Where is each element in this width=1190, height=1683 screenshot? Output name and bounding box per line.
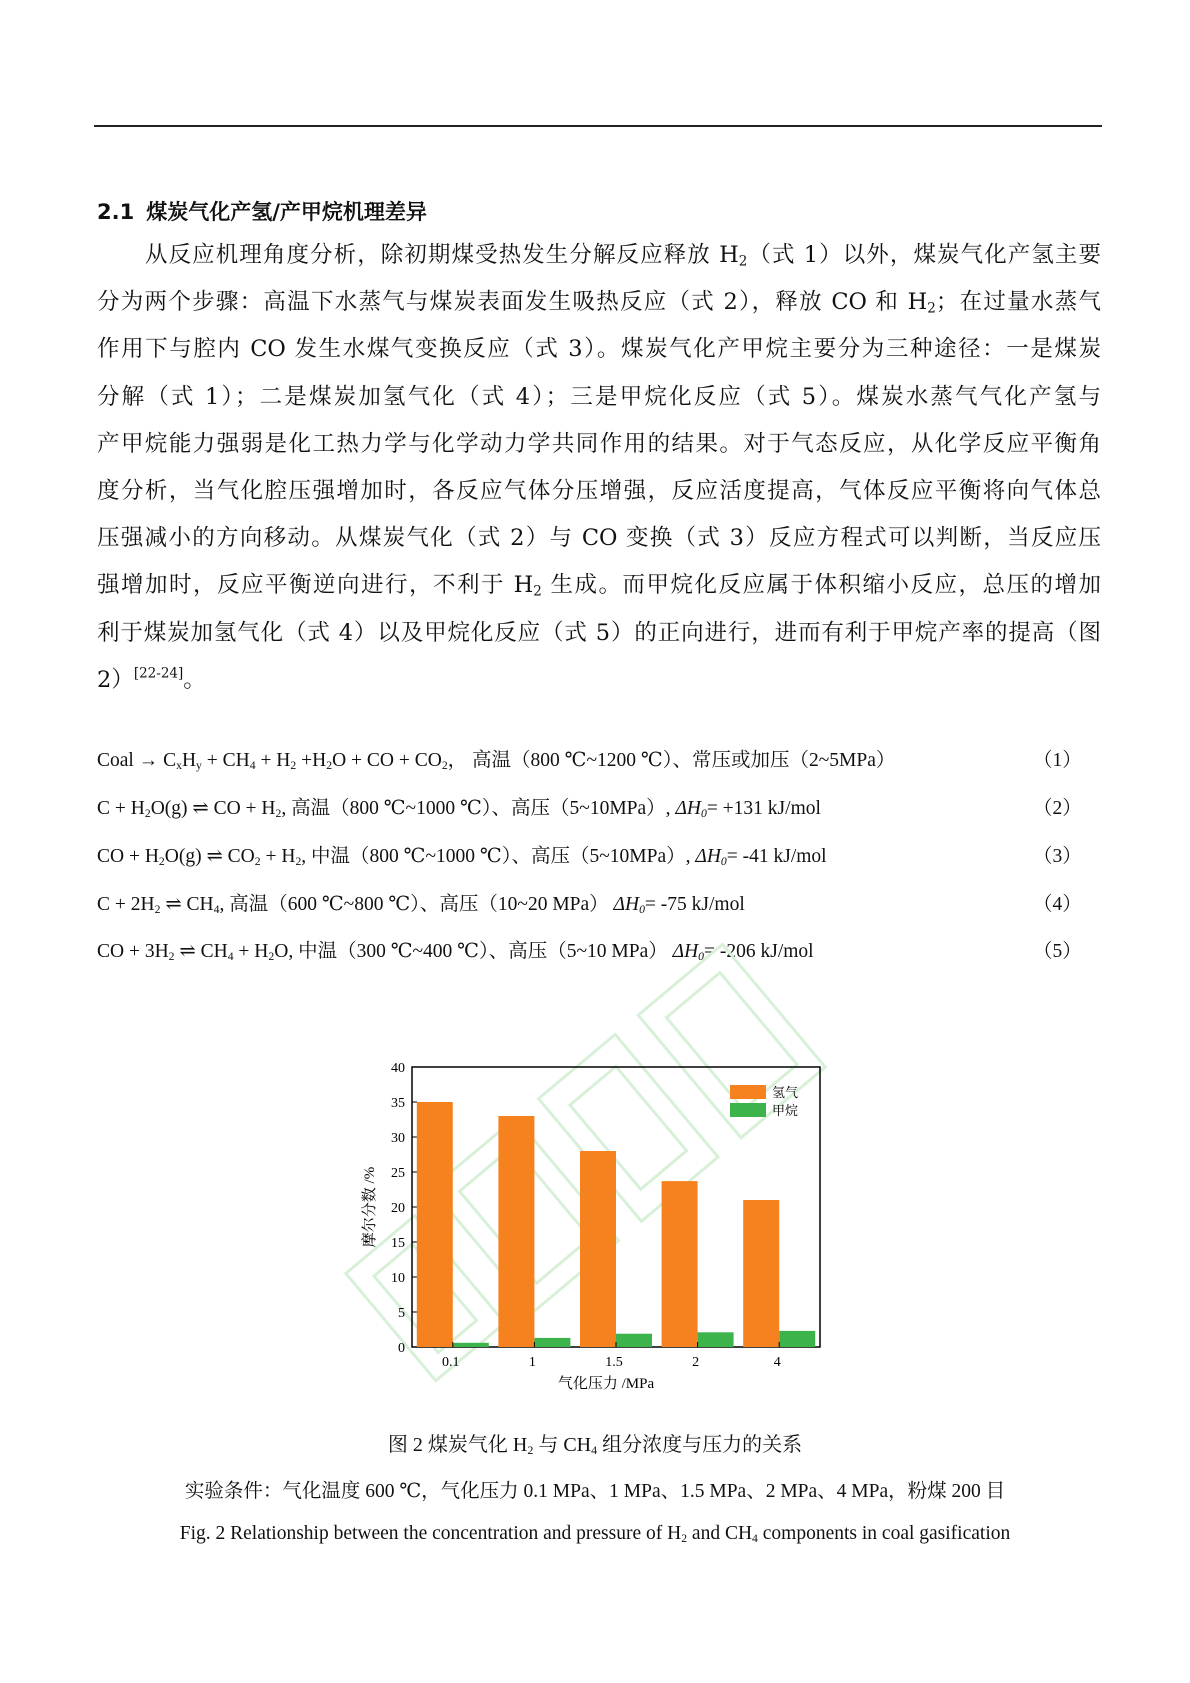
y-tick-label: 15 — [391, 1236, 405, 1251]
hydrogen-bar — [417, 1102, 453, 1347]
equation-3: CO + $H_2O(g)$ ⇌ $CO_2 + H_2$, 中温（800 ℃~1000 ℃）、高压（5~10MPa）, $\Delta H_0= -41$ kJ/mol — [97, 846, 827, 868]
section-number: 2.1 — [97, 200, 135, 224]
y-tick-label: 25 — [391, 1166, 405, 1181]
x-axis-label: 气化压力 /MPa — [557, 1376, 655, 1392]
paragraph-line: 分解（式 1）；二是煤炭加氢气化（式 4）；三是甲烷化反应（式 5）。煤炭水蒸气气化产氢与 — [97, 383, 1101, 410]
y-tick-label: 20 — [391, 1201, 405, 1216]
legend-label: 甲烷 — [772, 1103, 799, 1118]
x-tick-label: 4 — [773, 1355, 781, 1370]
hydrogen-bar — [580, 1151, 616, 1347]
y-tick-label: 10 — [391, 1271, 405, 1286]
paragraph-line: 压强减小的方向移动。从煤炭气化（式 2）与 CO 变换（式 3）反应方程式可以判断，当反应压 — [97, 525, 1101, 552]
y-tick-label: 35 — [391, 1096, 405, 1111]
hydrogen-bar — [662, 1181, 698, 1347]
paragraph-line: 产甲烷能力强弱是化工热力学与化学动力学共同作用的结果。对于气态反应，从化学反应平衡角 — [97, 430, 1101, 457]
methane-bar — [698, 1332, 734, 1347]
paragraph-line: 分为两个步骤：高温下水蒸气与煤炭表面发生吸热反应（式 2），释放 CO 和 $H_2$；在过量水蒸气 — [97, 289, 1101, 317]
methane-bar — [453, 1343, 489, 1347]
equation-number: （3） — [1033, 846, 1082, 867]
y-tick-label: 5 — [398, 1306, 405, 1321]
y-tick-label: 0 — [398, 1341, 405, 1356]
legend-swatch — [730, 1085, 766, 1099]
header-rule — [94, 125, 1102, 127]
x-tick-label: 2 — [692, 1355, 700, 1370]
paragraph-line: 2）[22-24]。 — [97, 665, 206, 693]
y-tick-label: 30 — [391, 1131, 405, 1146]
y-axis-label: 摩尔分数 /% — [362, 1166, 378, 1248]
equation-number: （2） — [1033, 798, 1082, 819]
methane-bar — [616, 1334, 652, 1347]
legend-swatch — [730, 1103, 766, 1117]
equation-4: $C + 2H_2$ ⇌ $CH_4$, 高温（600 ℃~800 ℃）、高压（10~20 MPa） $\Delta H_0= -75$ kJ/mol — [97, 894, 745, 916]
y-tick-label: 40 — [391, 1061, 405, 1076]
figure-caption-en: Fig. 2 Relationship between the concentration and pressure of $H_2$ and $CH_4$ components in coal gasification — [179, 1523, 1011, 1545]
x-tick-label: 1.5 — [605, 1355, 623, 1370]
methane-bar — [534, 1338, 570, 1347]
paragraph-line: 度分析，当气化腔压强增加时，各反应气体分压增强，反应活度提高，气体反应平衡将向气体总 — [97, 478, 1101, 505]
citation[interactable]: [22-24] — [133, 665, 184, 682]
legend-label: 氢气 — [772, 1085, 799, 1100]
equation-2: $C + H_2O(g)$ ⇌ CO + $H_2$, 高温（800 ℃~1000 ℃）、高压（5~10MPa）, $\Delta H_0= +131$ kJ/mol — [97, 798, 821, 820]
paragraph-line: 强增加时，反应平衡逆向进行，不利于 $H_2$ 生成。而甲烷化反应属于体积缩小反应，总压的增加 — [97, 572, 1101, 600]
paragraph-line: 利于煤炭加氢气化（式 4）以及甲烷化反应（式 5）的正向进行，进而有利于甲烷产率的提高（图 — [97, 619, 1101, 646]
equation-number: （4） — [1033, 894, 1082, 915]
x-tick-label: 1 — [528, 1355, 536, 1370]
equation-5: CO + $3H_2$ ⇌ $CH_4 + H_2O$, 中温（300 ℃~400 ℃）、高压（5~10 MPa） $\Delta H_0= -206$ kJ/mol — [97, 941, 814, 963]
equation-number: （1） — [1033, 750, 1082, 771]
body-paragraph — [97, 232, 1101, 704]
paragraph-line: 作用下与腔内 CO 发生水煤气变换反应（式 3）。煤炭气化产甲烷主要分为三种途径：一是煤炭 — [97, 336, 1101, 363]
hydrogen-bar — [498, 1116, 534, 1347]
bar-chart — [350, 1045, 830, 1405]
section-heading — [97, 196, 427, 226]
figure-caption-zh: 图 2 煤炭气化 $H_2$ 与 $CH_4$ 组分浓度与压力的关系 — [387, 1434, 803, 1457]
section-title: 煤炭气化产氢/产甲烷机理差异 — [146, 200, 427, 224]
experiment-conditions: 实验条件：气化温度 600 ℃，气化压力 0.1 MPa、1 MPa、1.5 MPa、2 MPa、4 MPa，粉煤 200 目 — [184, 1481, 1006, 1502]
equation-number: （5） — [1033, 941, 1082, 962]
methane-bar — [779, 1331, 815, 1347]
paragraph-line: 从反应机理角度分析，除初期煤受热发生分解反应释放 $H_2$（式 1）以外，煤炭气化产氢主要 — [145, 242, 1101, 270]
hydrogen-bar — [743, 1200, 779, 1347]
x-tick-label: 0.1 — [442, 1355, 460, 1370]
equation-1: Coal → $C_xH_y + CH_4 + H_2 +H_2O$ + CO + $CO_2$， 高温（800 ℃~1200 ℃）、常压或加压（2~5MPa） — [97, 750, 896, 772]
